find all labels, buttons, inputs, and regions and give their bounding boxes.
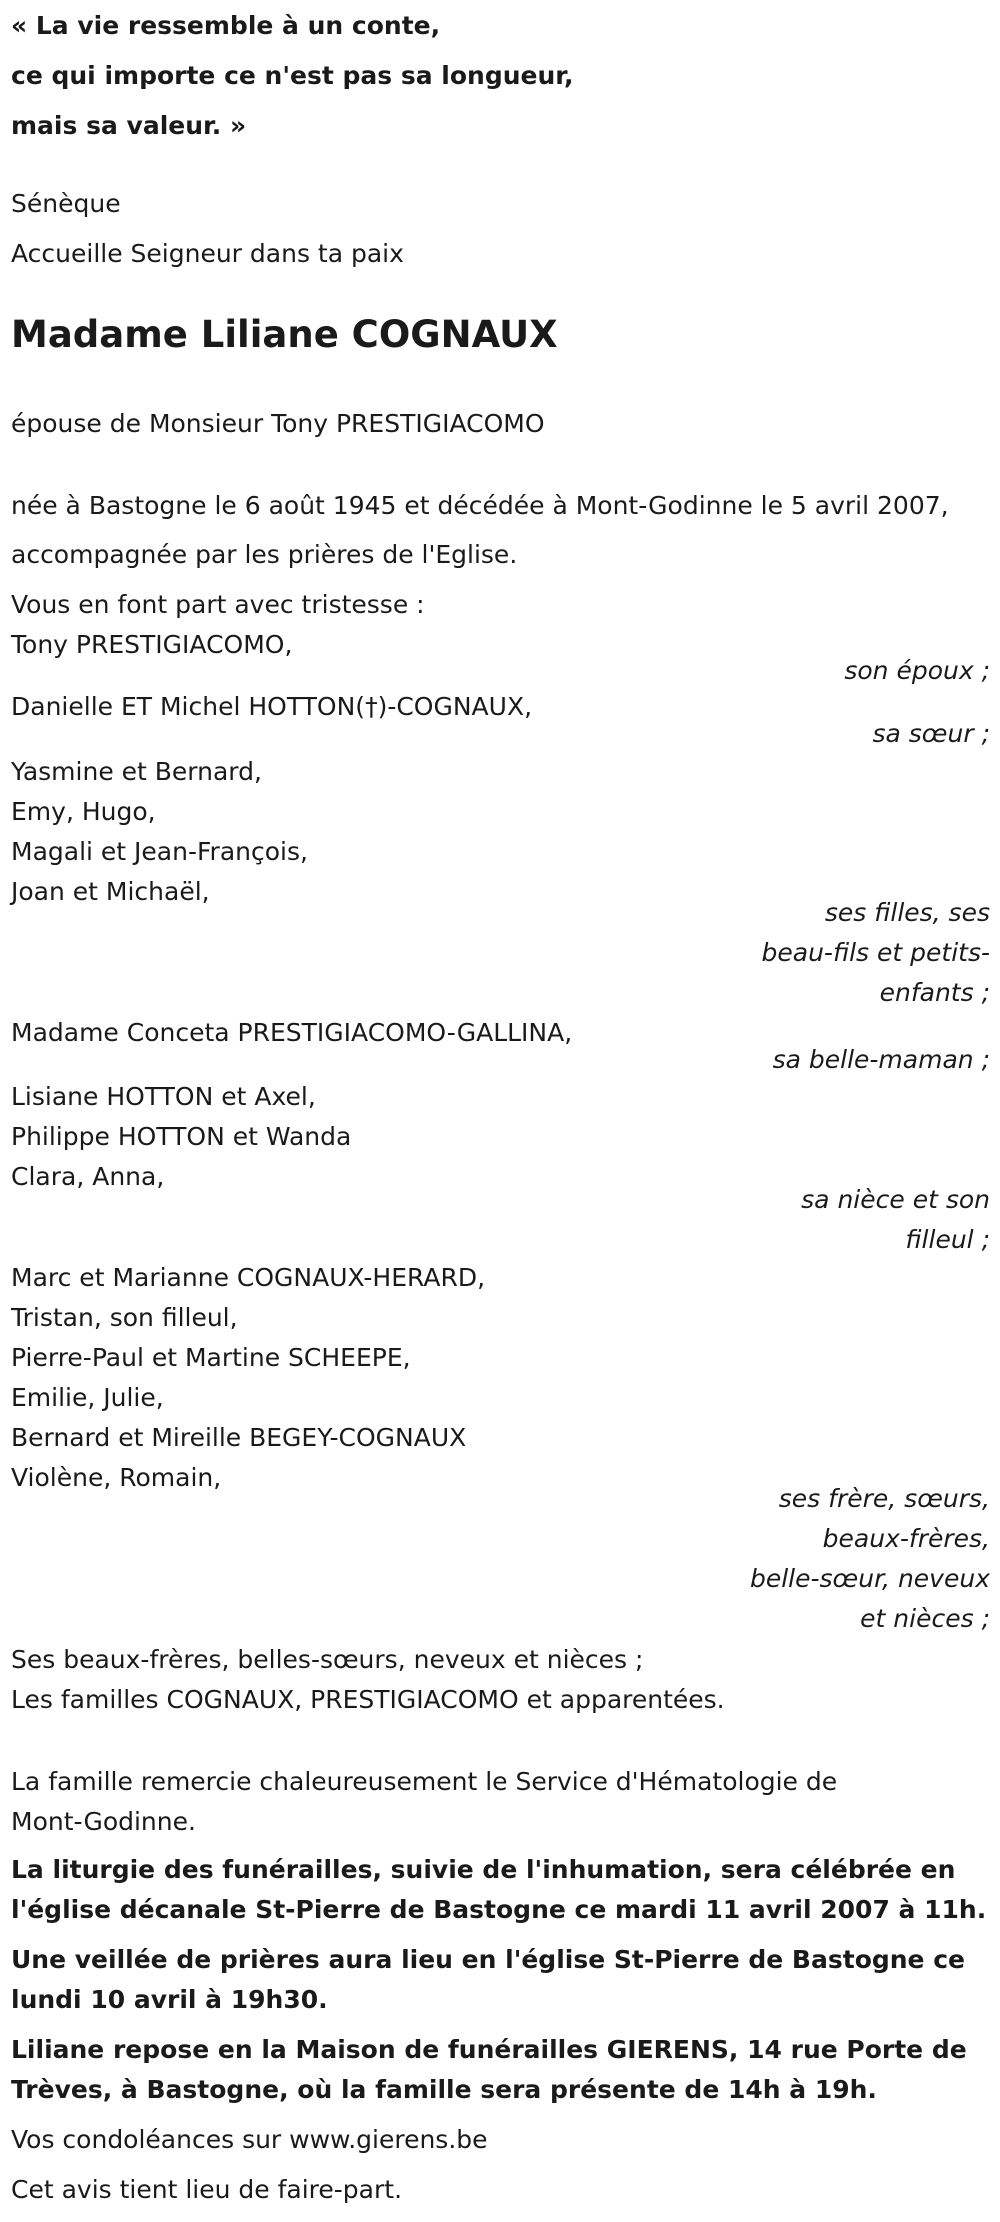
family-name: Emy, Hugo, xyxy=(11,797,156,826)
others-line-2: Les familles COGNAUX, PRESTIGIACOMO et apparentées. xyxy=(11,1685,725,1714)
deceased-name: Madame Liliane COGNAUX xyxy=(11,313,558,356)
family-name: Yasmine et Bernard, xyxy=(11,757,262,786)
family-name: Danielle ET Michel HOTTON(†)-COGNAUX, xyxy=(11,692,533,721)
prayer-line: Accueille Seigneur dans ta paix xyxy=(11,239,404,268)
quote-line-1: « La vie ressemble à un conte, xyxy=(11,11,441,40)
funeral-line-1: La liturgie des funérailles, suivie de l'inhumation, sera célébrée en xyxy=(11,1855,956,1884)
family-name: Clara, Anna, xyxy=(11,1162,165,1191)
notice-line: Cet avis tient lieu de faire-part. xyxy=(11,2175,403,2204)
quote-line-2: ce qui importe ce n'est pas sa longueur, xyxy=(11,61,574,90)
birth-death-line: née à Bastogne le 6 août 1945 et décédée à Mont-Godinne le 5 avril 2007, xyxy=(11,491,949,520)
family-name: Bernard et Mireille BEGEY-COGNAUX xyxy=(11,1423,467,1452)
family-role: ses frère, sœurs, beaux-frères, belle-sœur, neveux et nièces ; xyxy=(749,1484,990,1633)
quote-author: Sénèque xyxy=(11,189,121,218)
family-role: son époux ; xyxy=(844,656,990,685)
family-role: sa sœur ; xyxy=(872,719,990,748)
vigil-line-2: lundi 10 avril à 19h30. xyxy=(11,1985,328,2014)
family-name: Emilie, Julie, xyxy=(11,1383,164,1412)
funeral-line-2: l'église décanale St-Pierre de Bastogne ce mardi 11 avril 2007 à 11h. xyxy=(11,1895,987,1924)
thanks-line-2: Mont-Godinne. xyxy=(11,1807,196,1836)
family-name: Tony PRESTIGIACOMO, xyxy=(11,630,293,659)
announce-intro: Vous en font part avec tristesse : xyxy=(11,590,425,619)
rest-line-1: Liliane repose en la Maison de funérailles GIERENS, 14 rue Porte de xyxy=(11,2035,967,2064)
family-name: Magali et Jean-François, xyxy=(11,837,308,866)
family-name: Madame Conceta PRESTIGIACOMO-GALLINA, xyxy=(11,1018,573,1047)
family-name: Philippe HOTTON et Wanda xyxy=(11,1122,352,1151)
vigil-line-1: Une veillée de prières aura lieu en l'église St-Pierre de Bastogne ce xyxy=(11,1945,965,1974)
family-name: Violène, Romain, xyxy=(11,1463,222,1492)
family-role: sa nièce et son filleul ; xyxy=(801,1185,990,1254)
thanks-line-1: La famille remercie chaleureusement le Service d'Hématologie de xyxy=(11,1767,838,1796)
quote-line-3: mais sa valeur. » xyxy=(11,111,247,140)
family-name: Pierre-Paul et Martine SCHEEPE, xyxy=(11,1343,411,1372)
others-line-1: Ses beaux-frères, belles-sœurs, neveux et nièces ; xyxy=(11,1645,644,1674)
family-role: sa belle-maman ; xyxy=(772,1045,990,1074)
family-role: ses filles, ses beau-fils et petits- enfants ; xyxy=(761,898,990,1007)
rest-line-2: Trèves, à Bastogne, où la famille sera présente de 14h à 19h. xyxy=(11,2075,877,2104)
condolences-line: Vos condoléances sur www.gierens.be xyxy=(11,2125,488,2154)
family-name: Marc et Marianne COGNAUX-HERARD, xyxy=(11,1263,486,1292)
family-name: Lisiane HOTTON et Axel, xyxy=(11,1082,316,1111)
family-name: Tristan, son filleul, xyxy=(11,1303,238,1332)
spouse-line: épouse de Monsieur Tony PRESTIGIACOMO xyxy=(11,409,545,438)
church-line: accompagnée par les prières de l'Eglise. xyxy=(11,540,518,569)
family-name: Joan et Michaël, xyxy=(11,877,210,906)
